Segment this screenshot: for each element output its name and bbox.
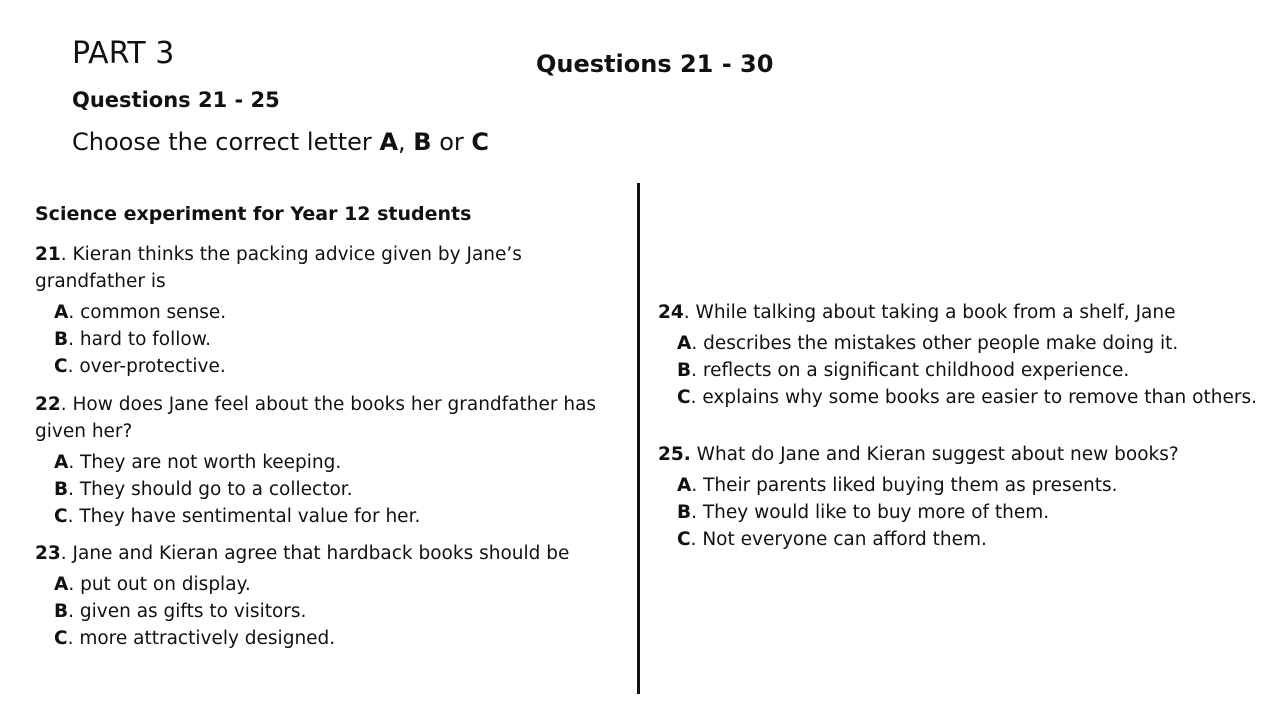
- option-text: . They would like to buy more of them.: [691, 502, 1050, 523]
- answer-option-a[interactable]: [54, 571, 635, 598]
- option-text: . given as gifts to visitors.: [68, 601, 307, 622]
- option-letter: B: [54, 601, 69, 622]
- instruction-sep-2: or: [431, 128, 472, 156]
- answer-options: [658, 472, 1268, 553]
- question-number: 21: [35, 244, 61, 265]
- question-text: Kieran thinks the packing advice given by Jane’s grandfather is: [35, 244, 522, 292]
- answer-option-c[interactable]: [677, 526, 1268, 553]
- questions-range-header: Questions 21 - 30: [536, 50, 774, 78]
- question-22: [35, 391, 635, 530]
- question-21: [35, 241, 635, 380]
- answer-option-c[interactable]: [54, 353, 635, 380]
- option-text: . Their parents liked buying them as presents.: [691, 475, 1118, 496]
- question-number-sep: .: [60, 394, 67, 415]
- instruction-letter-a: A: [379, 128, 399, 156]
- answer-option-a[interactable]: [677, 330, 1268, 357]
- question-number: 24: [658, 302, 684, 323]
- question-number-sep: .: [60, 244, 67, 265]
- question-stem: [35, 391, 635, 445]
- instruction-sep-1: ,: [398, 128, 414, 156]
- questions-sub-range: Questions 21 - 25: [72, 88, 280, 112]
- answer-option-c[interactable]: [677, 384, 1268, 411]
- instruction-letter-b: B: [413, 128, 432, 156]
- question-text: What do Jane and Kieran suggest about new books?: [690, 444, 1179, 465]
- question-text: How does Jane feel about the books her grandfather has given her?: [35, 394, 597, 442]
- answer-option-b[interactable]: [54, 598, 635, 625]
- question-number-sep: .: [60, 543, 67, 564]
- section-title: Science experiment for Year 12 students: [35, 203, 472, 225]
- option-text: . Not everyone can afford them.: [690, 529, 987, 550]
- column-divider: [637, 183, 640, 694]
- question-number: 22: [35, 394, 61, 415]
- question-number: 25.: [658, 444, 691, 465]
- option-text: . hard to follow.: [68, 329, 212, 350]
- answer-option-b[interactable]: [54, 476, 635, 503]
- question-text: Jane and Kieran agree that hardback books should be: [66, 543, 570, 564]
- option-letter: C: [54, 628, 68, 649]
- question-text: While talking about taking a book from a shelf, Jane: [689, 302, 1176, 323]
- option-text: . reflects on a significant childhood experience.: [691, 360, 1130, 381]
- instruction-text: [72, 128, 489, 156]
- answer-options: [35, 299, 635, 380]
- option-text: . They should go to a collector.: [68, 479, 353, 500]
- question-stem: [35, 241, 635, 295]
- question-number-sep: .: [683, 302, 690, 323]
- option-letter: A: [54, 574, 69, 595]
- option-letter: B: [677, 360, 692, 381]
- part-title: PART 3: [72, 36, 175, 71]
- answer-options: [35, 449, 635, 530]
- option-text: . put out on display.: [68, 574, 251, 595]
- instruction-prefix: Choose the correct letter: [72, 128, 380, 156]
- option-letter: A: [677, 475, 692, 496]
- option-letter: B: [54, 479, 69, 500]
- answer-option-b[interactable]: [54, 326, 635, 353]
- question-stem: [658, 441, 1268, 468]
- answer-option-b[interactable]: [677, 357, 1268, 384]
- option-text: . common sense.: [68, 302, 227, 323]
- question-23: [35, 540, 635, 652]
- option-letter: B: [54, 329, 69, 350]
- option-text: . They are not worth keeping.: [68, 452, 342, 473]
- answer-options: [35, 571, 635, 652]
- option-text: . more attractively designed.: [67, 628, 336, 649]
- option-letter: C: [54, 356, 68, 377]
- question-25: [658, 441, 1268, 553]
- question-24: [658, 299, 1268, 411]
- option-letter: A: [54, 452, 69, 473]
- answer-option-c[interactable]: [54, 503, 635, 530]
- option-letter: C: [54, 506, 68, 527]
- answer-option-b[interactable]: [677, 499, 1268, 526]
- option-letter: B: [677, 502, 692, 523]
- question-stem: [35, 540, 635, 567]
- option-letter: A: [677, 333, 692, 354]
- instruction-letter-c: C: [471, 128, 490, 156]
- option-text: . describes the mistakes other people make doing it.: [691, 333, 1179, 354]
- option-text: . They have sentimental value for her.: [67, 506, 421, 527]
- answer-option-a[interactable]: [54, 299, 635, 326]
- option-letter: C: [677, 529, 691, 550]
- answer-option-c[interactable]: [54, 625, 635, 652]
- option-text: . explains why some books are easier to remove than others.: [690, 387, 1257, 408]
- question-number: 23: [35, 543, 61, 564]
- option-letter: C: [677, 387, 691, 408]
- answer-option-a[interactable]: [677, 472, 1268, 499]
- answer-option-a[interactable]: [54, 449, 635, 476]
- option-letter: A: [54, 302, 69, 323]
- question-stem: [658, 299, 1268, 326]
- answer-options: [658, 330, 1268, 411]
- option-text: . over-protective.: [67, 356, 226, 377]
